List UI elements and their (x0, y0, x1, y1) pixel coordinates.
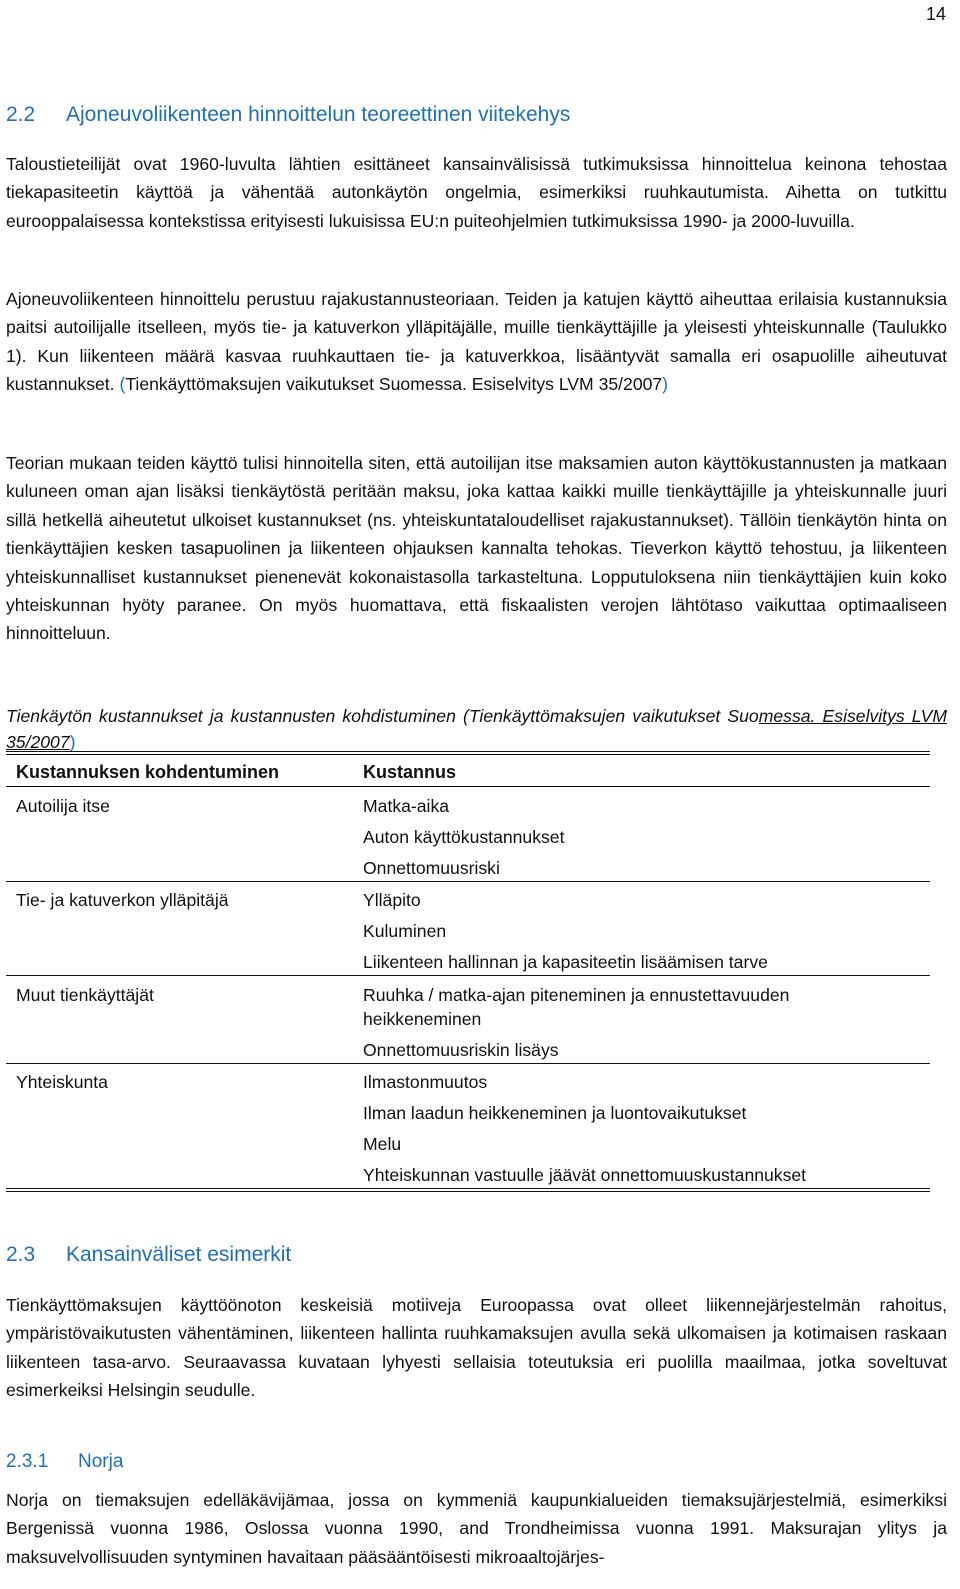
table-cell-cost: Matka-aika (363, 796, 450, 816)
table-cell-cost: Liikenteen hallinnan ja kapasiteetin lisäämisen tarve (363, 952, 768, 972)
table-cell-cost: Onnettomuusriski (363, 858, 500, 878)
section-title: Norja (78, 1451, 124, 1472)
citation-open-paren: ( (119, 374, 126, 395)
section-heading-2-3 (6, 1243, 291, 1267)
table-cell-cost: Ylläpito (363, 890, 421, 910)
table-row-rule (6, 975, 930, 976)
page-number: 14 (925, 4, 946, 24)
table-bottom-rule-double (6, 1191, 930, 1192)
table-row-rule (6, 881, 930, 882)
table-cell-cost: Melu (363, 1134, 402, 1154)
table-caption (6, 703, 947, 755)
paragraph-text: Ajoneuvoliikenteen hinnoittelu perustuu rajakustannusteoriaan. Teiden ja katujen käyttö aiheuttaa erilaisia kustannuksia paitsi autoilijalle itselleen, myös tie- ja katuverkon ylläpitäjälle, muille tienkäyttäjille ja yleisesti yhteiskunnalle (Taulukko 1). Kun liikenteen määrä kasvaa ruuhkauttaen tie- ja katuverkkoa, lisääntyvät samalla eri osapuolille aiheutuvat kustannukset. (6, 289, 947, 395)
section-heading-2-3-1 (6, 1451, 123, 1473)
section-title: Kansainväliset esimerkit (66, 1243, 292, 1266)
table-header-rule (6, 786, 930, 787)
citation-close-paren: ) (662, 374, 669, 395)
table-cell-cost: Ilman laadun heikkeneminen ja luontovaikutukset (363, 1103, 747, 1123)
table-header-cost: Kustannus (363, 762, 457, 782)
caption-close-paren: ) (69, 732, 76, 752)
table-cell-target: Autoilija itse (16, 796, 110, 816)
table-cell-target: Yhteiskunta (16, 1072, 108, 1092)
table-cell-cost: Ruuhka / matka-ajan piteneminen ja ennustettavuuden heikkeneminen (363, 985, 790, 1029)
table-cell-cost: Yhteiskunnan vastuulle jäävät onnettomuuskustannukset (363, 1165, 807, 1185)
table-cell-cost: Auton käyttökustannukset (363, 827, 565, 847)
section-title: Ajoneuvoliikenteen hinnoittelun teoreettinen viitekehys (66, 103, 571, 126)
table-cell-target: Tie- ja katuverkon ylläpitäjä (16, 890, 229, 910)
table-header-target: Kustannuksen kohdentuminen (16, 762, 280, 782)
paragraph-intro: Taloustieteilijät ovat 1960-luvulta lähtien esittäneet kansainvälisissä tutkimuksissa hinnoittelua keinona tehostaa tiekapasiteetin käyttöä ja vähentää autonkäytön ongelmia, esimerkiksi ruuhkautumista. Aihetta on tutkittu eurooppalaisessa kontekstissa erityisesti lukuisissa EU:n puiteohjelmien tutkimuksissa 1990- ja 2000-luvuilla. (6, 154, 947, 231)
paragraph-norway: Norja on tiemaksujen edelläkävijämaa, jossa on kymmeniä kaupunkialueiden tiemaksujärjestelmiä, esimerkiksi Bergenissä vuonna 1986, Oslossa vuonna 1990, and Trondheimissa vuonna 1991. Maksurajan ylitys ja maksuvelvollisuuden syntyminen havaitaan pääsääntöisesti mikroaaltojärjes- (6, 1490, 947, 1567)
paragraph-international: Tienkäyttömaksujen käyttöönoton keskeisiä motiiveja Euroopassa ovat olleet liikennejärjestelmän rahoitus, ympäristövaikutusten vähentäminen, liikenteen hallinta ruuhkamaksujen avulla sekä ulkomaisen ja kotimaisen raskaan liikenteen tasa-arvo. Seuraavassa kuvataan lyhyesti sellaisia toteutuksia eri puolilla maailmaa, jotka soveltuvat esimerkeiksi Helsingin seudulle. (6, 1295, 947, 1401)
section-number: 2.2 (6, 103, 36, 126)
table-cell-cost: Onnettomuusriskin lisäys (363, 1040, 559, 1060)
citation-text: Tienkäyttömaksujen vaikutukset Suomessa. Esiselvitys LVM 35/2007 (125, 374, 663, 395)
caption-underlined-text: messa. Esiselvitys LVM 35/2007 (6, 706, 947, 752)
table-row-rule (6, 1063, 930, 1064)
table-top-rule (6, 751, 930, 752)
table-top-rule-double (6, 754, 930, 755)
section-number: 2.3 (6, 1243, 36, 1266)
caption-text: Tienkäytön kustannukset ja kustannusten kohdistuminen (Tienkäyttömaksujen vaikutukset Suo (6, 706, 759, 726)
table-cell-target: Muut tienkäyttäjät (16, 985, 154, 1005)
table-cell-cost: Kuluminen (363, 921, 447, 941)
paragraph-theory: Teorian mukaan teiden käyttö tulisi hinnoitella siten, että autoilijan itse maksamien auton käyttökustannusten ja matkaan kuluneen oman ajan lisäksi tienkäytöstä peritään maksu, joka kattaa kaikki muille tienkäyttäjille ja yhteiskunnalle juuri sillä hetkellä aiheutetut ulkoiset kustannukset (ns. yhteiskuntataloudelliset rajakustannukset). Tällöin tienkäytön hinta on tienkäyttäjien kesken tasapuolinen ja liikenteen ohjauksen kannalta tehokas. Tieverkon käyttö tehostuu, ja liikenteen yhteiskunnalliset kustannukset pienenevät kokonaistasolla tarkasteltuna. Lopputuloksena niin tienkäyttäjien kuin koko yhteiskunnan hyöty paranee. On myös huomattava, että fiskaalisten verojen lähtötaso vaikuttaa optimaaliseen hinnoitteluun. (6, 453, 947, 644)
section-heading-2-2 (6, 103, 570, 127)
table-bottom-rule (6, 1188, 930, 1189)
paragraph-marginal-cost (6, 285, 947, 399)
section-number: 2.3.1 (6, 1451, 49, 1472)
table-cell-cost: Ilmastonmuutos (363, 1072, 488, 1092)
